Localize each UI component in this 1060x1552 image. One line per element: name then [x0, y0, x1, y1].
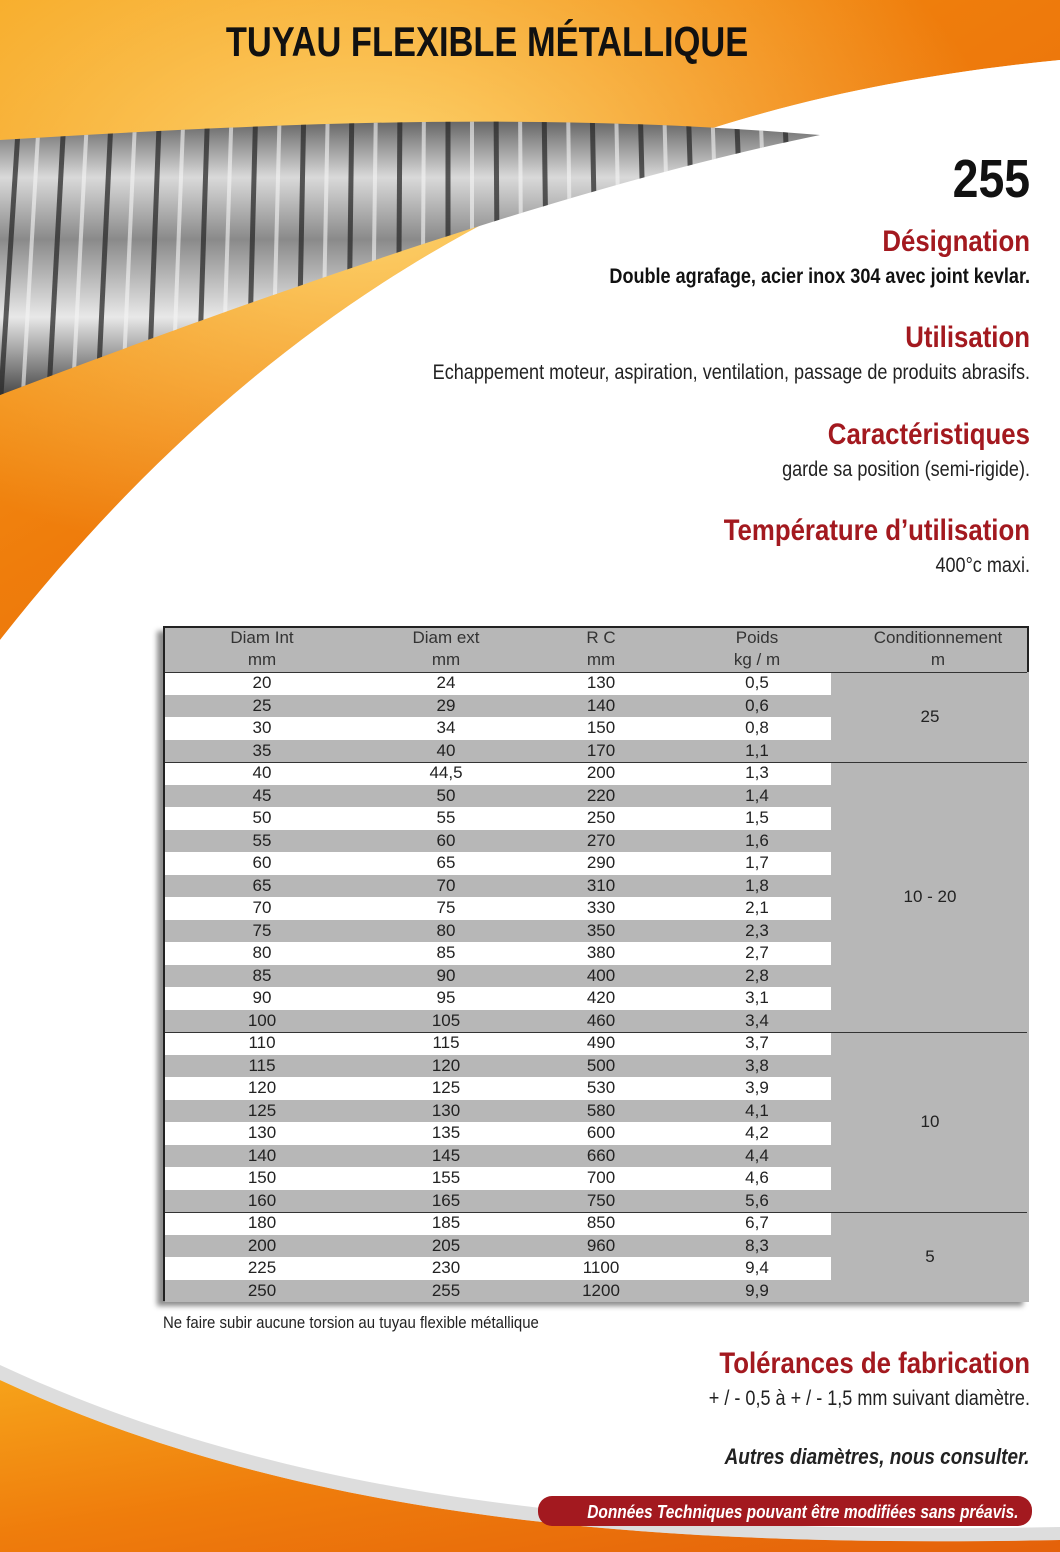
table-cell: 44,5	[429, 763, 463, 782]
table-row	[165, 920, 831, 943]
table-header-unit: m	[930, 650, 946, 669]
table-cell: 1,8	[745, 875, 769, 895]
table-body	[165, 628, 1027, 1299]
table-cell: 180	[247, 1213, 277, 1232]
product-reference: 255	[952, 149, 1030, 209]
table-cell: 55	[252, 830, 272, 850]
table-cell: 3,9	[745, 1078, 769, 1097]
table-cell: 95	[436, 988, 456, 1007]
section-text: Double agrafage, acier inox 304 avec joint kevlar.	[609, 265, 1030, 288]
table-cell: 45	[252, 785, 272, 805]
table-cell: 200	[247, 1235, 277, 1255]
table-cell: 130	[586, 673, 616, 692]
table-row	[165, 1100, 831, 1123]
table-cell: 75	[436, 898, 456, 917]
table-cell: 290	[586, 853, 616, 872]
group-divider	[165, 672, 1027, 673]
table-header-label: Poids	[735, 628, 779, 647]
table-row	[165, 1145, 831, 1168]
section-text: + / - 0,5 à + / - 1,5 mm suivant diamètre.	[708, 1387, 1030, 1410]
table-cell: 115	[248, 1055, 276, 1075]
section-heading: Utilisation	[905, 321, 1030, 354]
tolerances-section	[270, 1346, 1030, 1412]
table-cell: 1,4	[745, 785, 769, 805]
table-cell: 170	[586, 740, 616, 760]
table-cell: 2,8	[745, 965, 769, 985]
table-row	[165, 1032, 831, 1055]
table-row	[165, 830, 831, 853]
conditionnement-value: 25	[920, 707, 940, 726]
table-row	[165, 1212, 831, 1235]
group-divider	[165, 1032, 1027, 1033]
table-cell: 3,1	[745, 988, 769, 1007]
table-row	[165, 672, 831, 695]
table-cell: 29	[436, 695, 456, 715]
table-cell: 65	[436, 853, 456, 872]
table-cell: 165	[431, 1190, 461, 1210]
section-heading: Température d’utilisation	[723, 514, 1030, 547]
table-row	[165, 1010, 831, 1033]
table-cell: 960	[586, 1235, 616, 1255]
table-cell: 310	[586, 875, 616, 895]
table-header-unit: mm	[247, 650, 277, 669]
table-row	[165, 695, 831, 718]
table-cell: 60	[252, 853, 272, 872]
conditionnement-value: 5	[925, 1247, 935, 1266]
utilisation-section	[270, 320, 1030, 386]
table-cell: 350	[586, 920, 616, 940]
table-cell: 145	[431, 1145, 461, 1165]
table-cell: 220	[586, 785, 616, 805]
table-row	[165, 1167, 831, 1190]
table-cell: 460	[586, 1010, 616, 1030]
table-header-label: Diam Int	[230, 628, 294, 647]
table-cell: 0,6	[745, 695, 769, 715]
table-cell: 5,6	[745, 1190, 769, 1210]
table-cell: 110	[248, 1033, 276, 1052]
table-row	[165, 965, 831, 988]
table-row	[165, 875, 831, 898]
table-cell: 490	[586, 1033, 616, 1052]
table-cell: 9,9	[745, 1280, 769, 1300]
table-cell: 105	[431, 1010, 461, 1030]
table-cell: 50	[436, 785, 456, 805]
table-cell: 160	[247, 1190, 277, 1210]
section-heading: Caractéristiques	[827, 418, 1030, 451]
table-cell: 185	[431, 1213, 461, 1232]
table-cell: 4,1	[745, 1100, 769, 1120]
table-row	[165, 1077, 831, 1100]
table-cell: 34	[436, 718, 456, 737]
group-divider	[165, 1212, 1027, 1213]
table-cell: 125	[431, 1078, 461, 1097]
table-row	[165, 762, 831, 785]
table-cell: 9,4	[745, 1258, 769, 1277]
designation-section	[270, 224, 1030, 290]
conditionnement-cell	[831, 1032, 1029, 1212]
table-cell: 115	[432, 1033, 460, 1052]
table-cell: 50	[252, 808, 272, 827]
table-cell: 20	[252, 673, 272, 692]
table-cell: 70	[252, 898, 272, 917]
table-cell: 3,7	[745, 1033, 769, 1052]
table-cell: 70	[436, 875, 456, 895]
table-header-unit: kg / m	[733, 650, 781, 669]
other-diameters-note: Autres diamètres, nous consulter.	[725, 1444, 1030, 1469]
table-cell: 80	[252, 943, 272, 962]
table-cell: 225	[247, 1258, 277, 1277]
table-cell: 60	[436, 830, 456, 850]
table-cell: 6,7	[745, 1213, 769, 1232]
table-cell: 1,7	[745, 853, 769, 872]
table-note: Ne faire subir aucune torsion au tuyau flexible métallique	[163, 1313, 539, 1332]
specifications-table	[163, 626, 1029, 1301]
page-title: TUYAU FLEXIBLE MÉTALLIQUE	[225, 18, 749, 65]
table-cell: 120	[431, 1055, 461, 1075]
table-row	[165, 1235, 831, 1258]
table-cell: 85	[436, 943, 456, 962]
conditionnement-cell	[831, 672, 1029, 762]
table-cell: 230	[431, 1258, 461, 1277]
table-cell: 80	[436, 920, 456, 940]
table-row	[165, 1280, 831, 1303]
conditionnement-cell	[831, 762, 1029, 1032]
table-header-label: Diam ext	[412, 628, 480, 647]
table-cell: 24	[436, 673, 456, 692]
table-cell: 400	[586, 965, 616, 985]
table-cell: 4,4	[745, 1145, 769, 1165]
table-cell: 1200	[582, 1280, 620, 1300]
table-cell: 90	[436, 965, 456, 985]
table-cell: 3,4	[745, 1010, 769, 1030]
table-cell: 90	[252, 988, 272, 1007]
table-cell: 330	[586, 898, 616, 917]
conditionnement-value: 10	[920, 1112, 940, 1131]
table-cell: 4,6	[745, 1168, 769, 1187]
table-row	[165, 852, 831, 875]
section-text: garde sa position (semi-rigide).	[782, 458, 1030, 481]
table-cell: 660	[586, 1145, 616, 1165]
table-cell: 270	[586, 830, 616, 850]
table-cell: 75	[252, 920, 272, 940]
table-cell: 420	[586, 988, 616, 1007]
table-cell: 155	[431, 1168, 461, 1187]
table-cell: 140	[586, 695, 616, 715]
table-cell: 4,2	[745, 1123, 769, 1142]
table-row	[165, 1190, 831, 1213]
table-cell: 140	[247, 1145, 277, 1165]
table-cell: 100	[247, 1010, 277, 1030]
table-cell: 250	[586, 808, 616, 827]
table-cell: 85	[252, 965, 272, 985]
temperature-section	[270, 513, 1030, 579]
table-cell: 1,6	[745, 830, 769, 850]
table-header-label: R C	[586, 628, 616, 647]
table-cell: 135	[431, 1123, 461, 1142]
table-cell: 1100	[582, 1258, 620, 1277]
table-cell: 2,7	[745, 943, 769, 962]
table-cell: 130	[431, 1100, 461, 1120]
table-header-unit: mm	[586, 650, 616, 669]
table-row	[165, 942, 831, 965]
table-cell: 750	[586, 1190, 616, 1210]
table-cell: 55	[436, 808, 456, 827]
table-cell: 600	[586, 1123, 616, 1142]
table-cell: 130	[247, 1123, 277, 1142]
table-row	[165, 897, 831, 920]
table-header-unit: mm	[431, 650, 461, 669]
table-cell: 40	[252, 763, 272, 782]
section-heading: Désignation	[882, 225, 1030, 258]
table-cell: 850	[586, 1213, 616, 1232]
table-cell: 35	[252, 740, 272, 760]
conditionnement-value: 10 - 20	[903, 887, 957, 906]
table-cell: 3,8	[745, 1055, 769, 1075]
table-cell: 530	[586, 1078, 616, 1097]
table-cell: 125	[247, 1100, 277, 1120]
table-cell: 380	[586, 943, 616, 962]
table-cell: 1,5	[745, 808, 769, 827]
table-row	[165, 785, 831, 808]
table-cell: 205	[431, 1235, 461, 1255]
table-cell: 150	[586, 718, 616, 737]
table-cell: 8,3	[745, 1235, 769, 1255]
table-row	[165, 807, 831, 830]
table-header-label: Conditionnement	[873, 628, 1003, 647]
table-cell: 2,3	[745, 920, 769, 940]
caracteristiques-section	[270, 417, 1030, 483]
table-cell: 30	[252, 718, 272, 737]
section-heading: Tolérances de fabrication	[719, 1347, 1030, 1380]
table-cell: 40	[436, 740, 456, 760]
table-cell: 150	[247, 1168, 277, 1187]
table-cell: 0,8	[745, 718, 769, 737]
table-cell: 120	[247, 1078, 277, 1097]
table-cell: 250	[247, 1280, 277, 1300]
table-cell: 2,1	[745, 898, 769, 917]
section-text: 400°c maxi.	[935, 554, 1030, 577]
table-cell: 200	[586, 763, 616, 782]
table-row	[165, 1055, 831, 1078]
table-row	[165, 987, 831, 1010]
table-row	[165, 1257, 831, 1280]
conditionnement-cell	[831, 1212, 1029, 1302]
table-cell: 500	[586, 1055, 616, 1075]
table-cell: 1,3	[745, 763, 769, 782]
table-row	[165, 1122, 831, 1145]
table-cell: 25	[252, 695, 272, 715]
table-cell: 700	[586, 1168, 616, 1187]
table-cell: 580	[586, 1100, 616, 1120]
table-cell: 65	[252, 875, 272, 895]
section-text: Echappement moteur, aspiration, ventilation, passage de produits abrasifs.	[432, 361, 1030, 384]
footer-disclaimer: Données Techniques pouvant être modifiées sans préavis.	[586, 1502, 1018, 1522]
table-row	[165, 740, 831, 763]
table-row	[165, 717, 831, 740]
group-divider	[165, 762, 1027, 763]
table-cell: 255	[431, 1280, 461, 1300]
table-cell: 1,1	[745, 740, 769, 760]
table-cell: 0,5	[745, 673, 769, 692]
